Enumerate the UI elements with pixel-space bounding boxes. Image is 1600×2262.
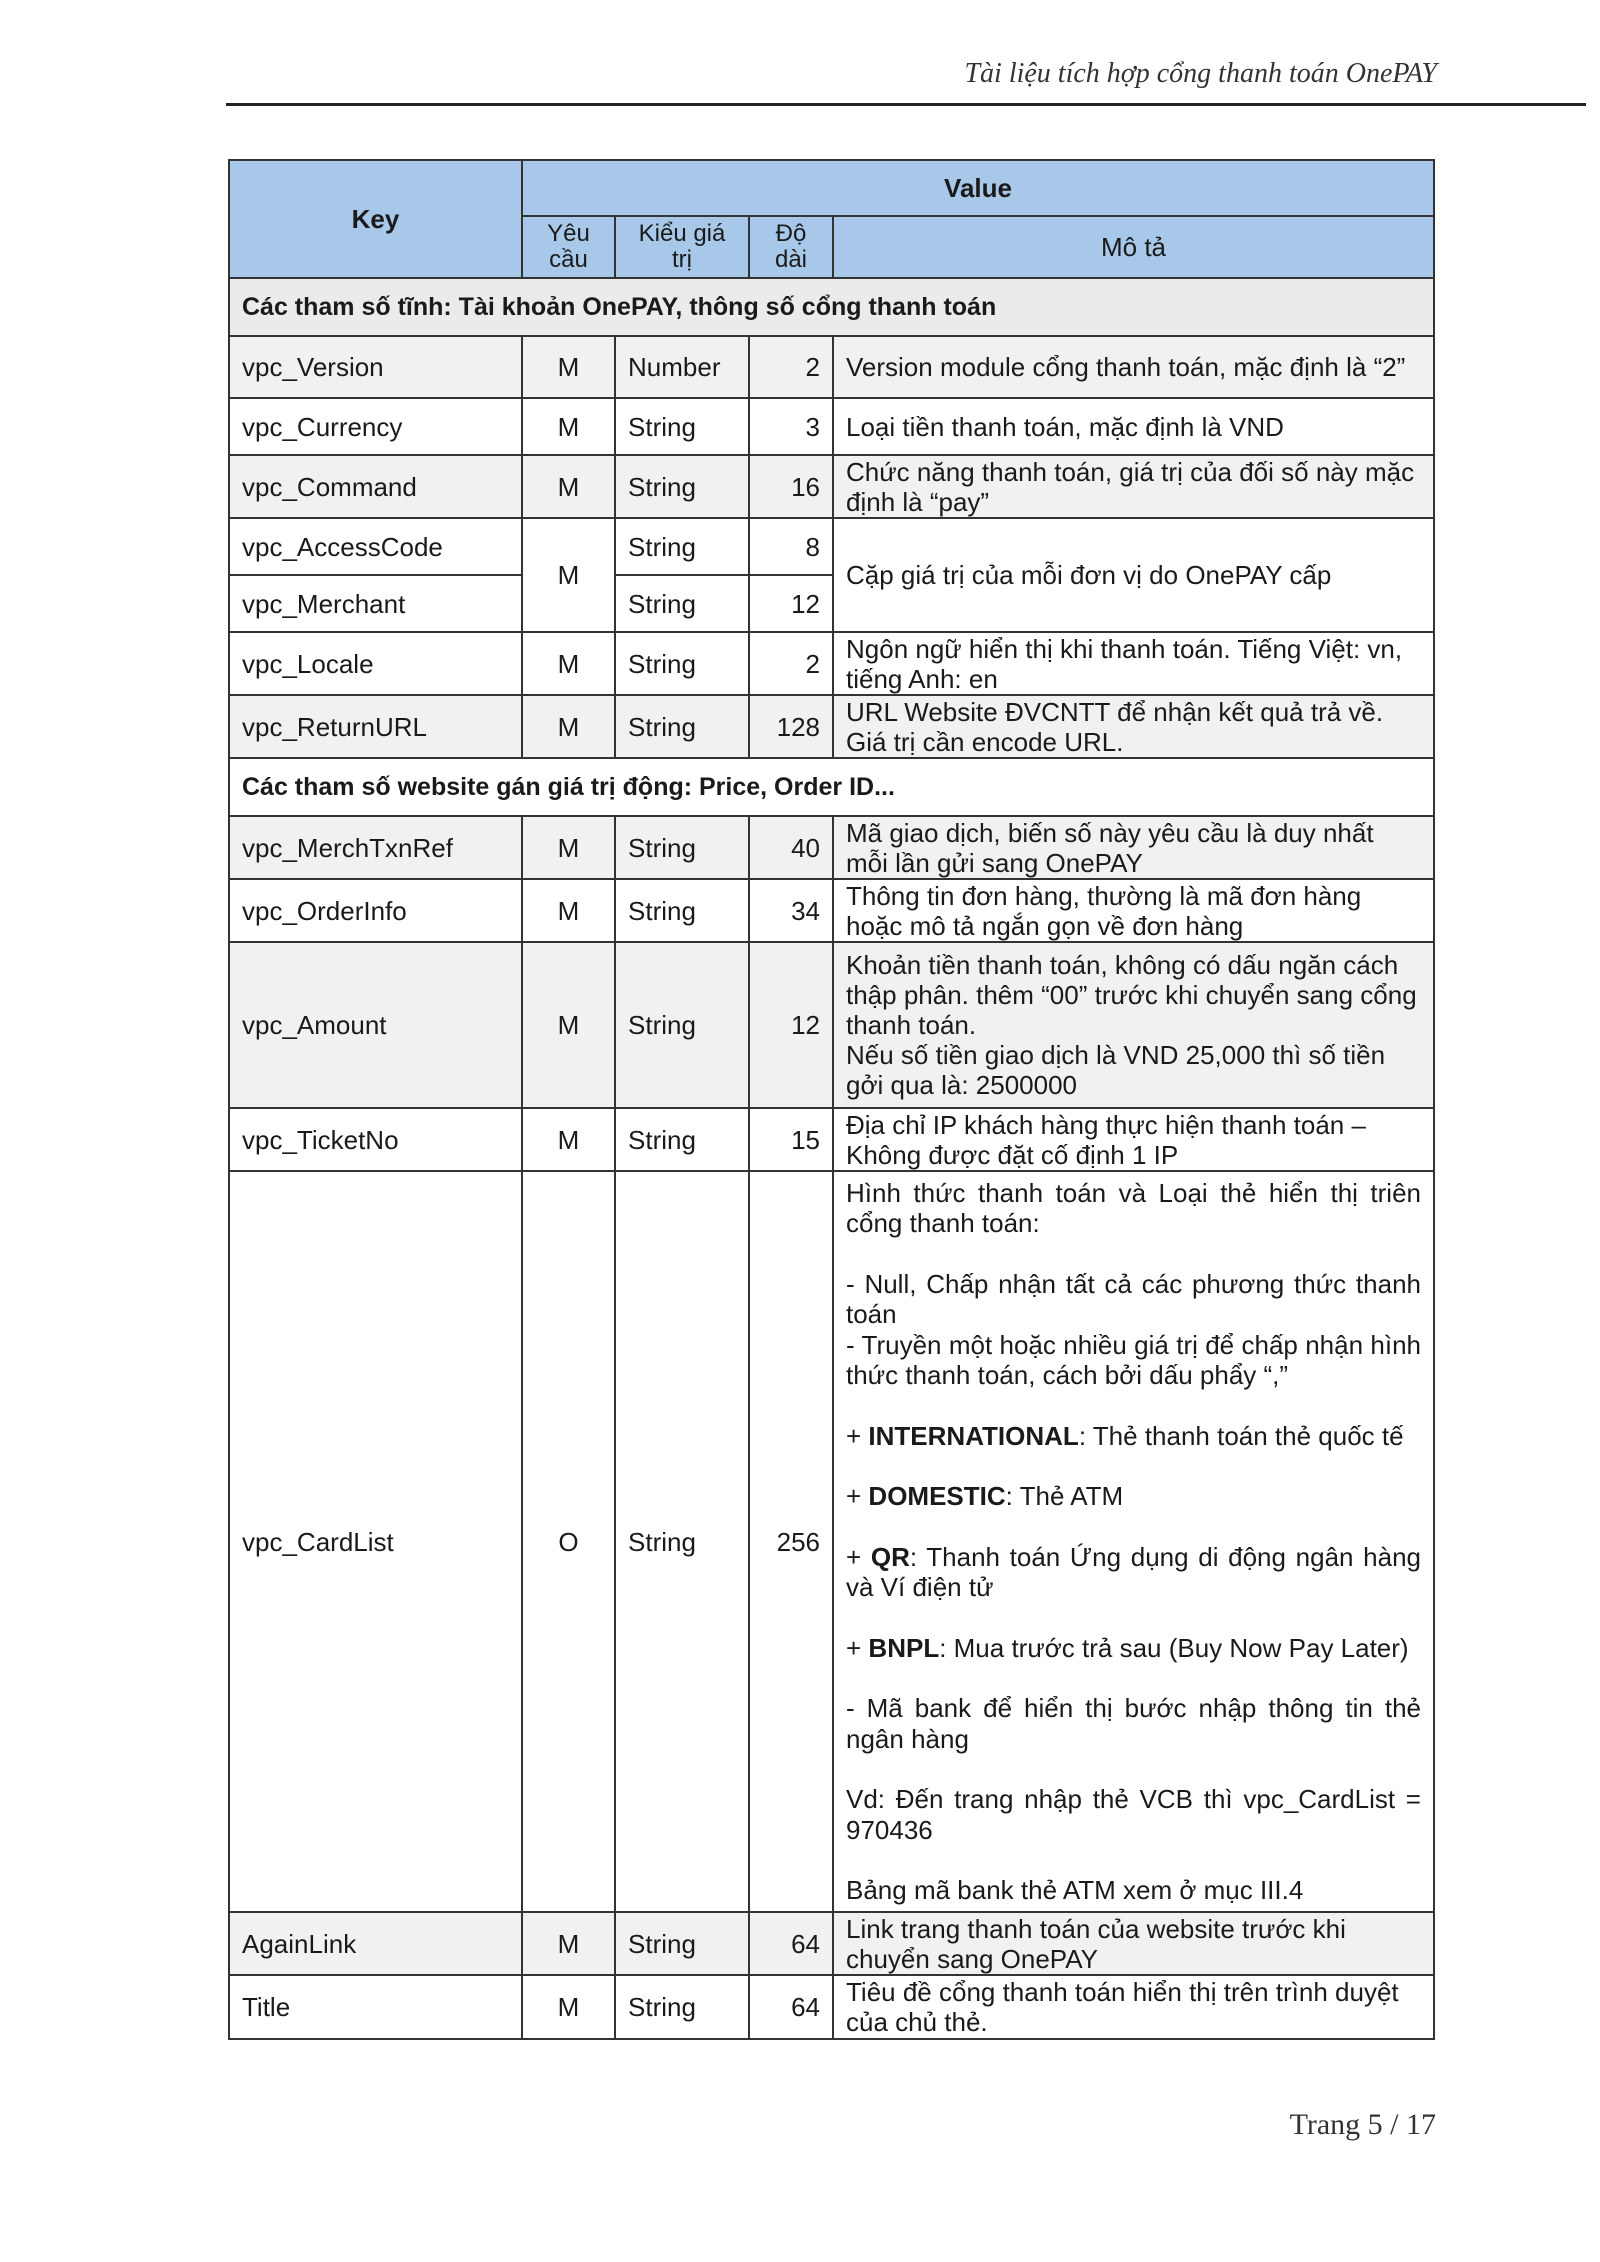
cardlist-desc-intro: Hình thức thanh toán và Loại thẻ hiển thị triên cổng thanh toán: — [846, 1177, 1421, 1238]
table-row — [229, 518, 1434, 575]
param-description: Chức năng thanh toán, giá trị của đối số này mặc định là “pay” — [833, 455, 1434, 518]
param-description: Tiêu đề cổng thanh toán hiển thị trên trình duyệt của chủ thẻ. — [833, 1975, 1434, 2039]
param-length: 15 — [749, 1108, 833, 1171]
param-type: String — [615, 942, 749, 1108]
param-key: vpc_ReturnURL — [229, 695, 522, 758]
section-static-label: Các tham số tĩnh: Tài khoản OnePAY, thông số cổng thanh toán — [229, 278, 1434, 336]
table-row — [229, 398, 1434, 455]
param-key: vpc_OrderInfo — [229, 879, 522, 942]
table-row — [229, 455, 1434, 518]
col-value-header: Value — [522, 160, 1434, 216]
cardlist-desc-reference: Bảng mã bank thẻ ATM xem ở mục III.4 — [846, 1875, 1304, 1905]
param-length: 34 — [749, 879, 833, 942]
param-description: Mã giao dịch, biến số này yêu cầu là duy nhất mỗi lần gửi sang OnePAY — [833, 816, 1434, 879]
section-row — [229, 758, 1434, 816]
param-key: vpc_TicketNo — [229, 1108, 522, 1171]
param-key: Title — [229, 1975, 522, 2039]
parameter-table — [228, 159, 1435, 2040]
param-key: vpc_AccessCode — [229, 518, 522, 575]
param-type: Number — [615, 336, 749, 398]
cardlist-option-domestic: + DOMESTIC: Thẻ ATM — [846, 1481, 1124, 1511]
amount-desc-line1: Khoản tiền thanh toán, không có dấu ngăn cách thập phân. thêm “00” trước khi chuyển sang cổng thanh toán. — [846, 950, 1417, 1040]
table-row — [229, 1108, 1434, 1171]
param-required: M — [522, 398, 615, 455]
param-type: String — [615, 1912, 749, 1975]
param-type: String — [615, 455, 749, 518]
table-row — [229, 336, 1434, 398]
cardlist-option-qr: + QR: Thanh toán Ứng dụng di động ngân hàng và Ví điện tử — [846, 1541, 1421, 1602]
param-type: String — [615, 632, 749, 695]
param-type: String — [615, 1171, 749, 1912]
table-row — [229, 1912, 1434, 1975]
cardlist-desc-example: Vd: Đến trang nhập thẻ VCB thì vpc_CardList = 970436 — [846, 1784, 1421, 1845]
cardlist-option-bnpl: + BNPL: Mua trước trả sau (Buy Now Pay Later) — [846, 1632, 1409, 1663]
param-description: URL Website ĐVCNTT để nhận kết quả trả về. Giá trị cần encode URL. — [833, 695, 1434, 758]
param-length: 2 — [749, 632, 833, 695]
param-length: 8 — [749, 518, 833, 575]
param-required: M — [522, 1108, 615, 1171]
param-type: String — [615, 1108, 749, 1171]
section-dynamic-label: Các tham số website gán giá trị động: Price, Order ID... — [229, 758, 1434, 816]
param-key: vpc_Version — [229, 336, 522, 398]
col-required-header: Yêu cầu — [522, 216, 615, 278]
param-key: vpc_Currency — [229, 398, 522, 455]
param-key: vpc_CardList — [229, 1171, 522, 1912]
param-required: M — [522, 518, 615, 632]
param-description: Loại tiền thanh toán, mặc định là VND — [833, 398, 1434, 455]
cardlist-desc-multi: - Truyền một hoặc nhiều giá trị để chấp nhận hình thức thanh toán, cách bởi dấu phẩy “,” — [846, 1329, 1421, 1390]
param-description: Link trang thanh toán của website trước khi chuyển sang OnePAY — [833, 1912, 1434, 1975]
param-type: String — [615, 695, 749, 758]
col-desc-header: Mô tả — [833, 216, 1434, 278]
param-description: Địa chỉ IP khách hàng thực hiện thanh toán – Không được đặt cố định 1 IP — [833, 1108, 1434, 1171]
param-length: 12 — [749, 575, 833, 632]
param-key: vpc_MerchTxnRef — [229, 816, 522, 879]
document-header-title: Tài liệu tích hợp cổng thanh toán OnePAY — [964, 58, 1437, 89]
param-length: 2 — [749, 336, 833, 398]
param-length: 40 — [749, 816, 833, 879]
table-row — [229, 1171, 1434, 1912]
col-type-header: Kiểu giá trị — [615, 216, 749, 278]
cardlist-option-international: + INTERNATIONAL: Thẻ thanh toán thẻ quốc tế — [846, 1420, 1404, 1451]
cardlist-desc-bankcode: - Mã bank để hiển thị bước nhập thông tin thẻ ngân hàng — [846, 1693, 1421, 1754]
header-divider — [226, 103, 1586, 106]
param-length: 256 — [749, 1171, 833, 1912]
page-number: Trang 5 / 17 — [1289, 2108, 1436, 2141]
table-row — [229, 695, 1434, 758]
param-description: Cặp giá trị của mỗi đơn vị do OnePAY cấp — [833, 518, 1434, 632]
param-description: Version module cổng thanh toán, mặc định là “2” — [833, 336, 1434, 398]
section-row — [229, 278, 1434, 336]
param-required: M — [522, 336, 615, 398]
param-required: O — [522, 1171, 615, 1912]
param-length: 16 — [749, 455, 833, 518]
table-row — [229, 632, 1434, 695]
cardlist-desc-null: - Null, Chấp nhận tất cả các phương thức thanh toán — [846, 1268, 1421, 1329]
param-length: 128 — [749, 695, 833, 758]
amount-desc-line2: Nếu số tiền giao dịch là VND 25,000 thì số tiền gởi qua là: 2500000 — [846, 1040, 1386, 1100]
param-required: M — [522, 632, 615, 695]
table-row — [229, 879, 1434, 942]
col-key-header: Key — [229, 160, 522, 278]
param-key: vpc_Locale — [229, 632, 522, 695]
param-key: vpc_Command — [229, 455, 522, 518]
table-row — [229, 1975, 1434, 2039]
param-required: M — [522, 879, 615, 942]
table-row — [229, 942, 1434, 1108]
table-row — [229, 816, 1434, 879]
param-length: 12 — [749, 942, 833, 1108]
param-required: M — [522, 695, 615, 758]
param-key: vpc_Amount — [229, 942, 522, 1108]
param-required: M — [522, 816, 615, 879]
param-required: M — [522, 942, 615, 1108]
param-type: String — [615, 575, 749, 632]
param-key: vpc_Merchant — [229, 575, 522, 632]
param-required: M — [522, 1912, 615, 1975]
param-type: String — [615, 816, 749, 879]
param-type: String — [615, 398, 749, 455]
param-description: Ngôn ngữ hiển thị khi thanh toán. Tiếng Việt: vn, tiếng Anh: en — [833, 632, 1434, 695]
param-description — [833, 1171, 1434, 1912]
param-description: Thông tin đơn hàng, thường là mã đơn hàng hoặc mô tả ngắn gọn về đơn hàng — [833, 879, 1434, 942]
param-required: M — [522, 1975, 615, 2039]
col-length-header: Độ dài — [749, 216, 833, 278]
param-type: String — [615, 518, 749, 575]
param-type: String — [615, 1975, 749, 2039]
param-length: 64 — [749, 1975, 833, 2039]
param-description — [833, 942, 1434, 1108]
param-length: 64 — [749, 1912, 833, 1975]
param-length: 3 — [749, 398, 833, 455]
param-key: AgainLink — [229, 1912, 522, 1975]
param-type: String — [615, 879, 749, 942]
table-header-row — [229, 160, 1434, 216]
param-required: M — [522, 455, 615, 518]
